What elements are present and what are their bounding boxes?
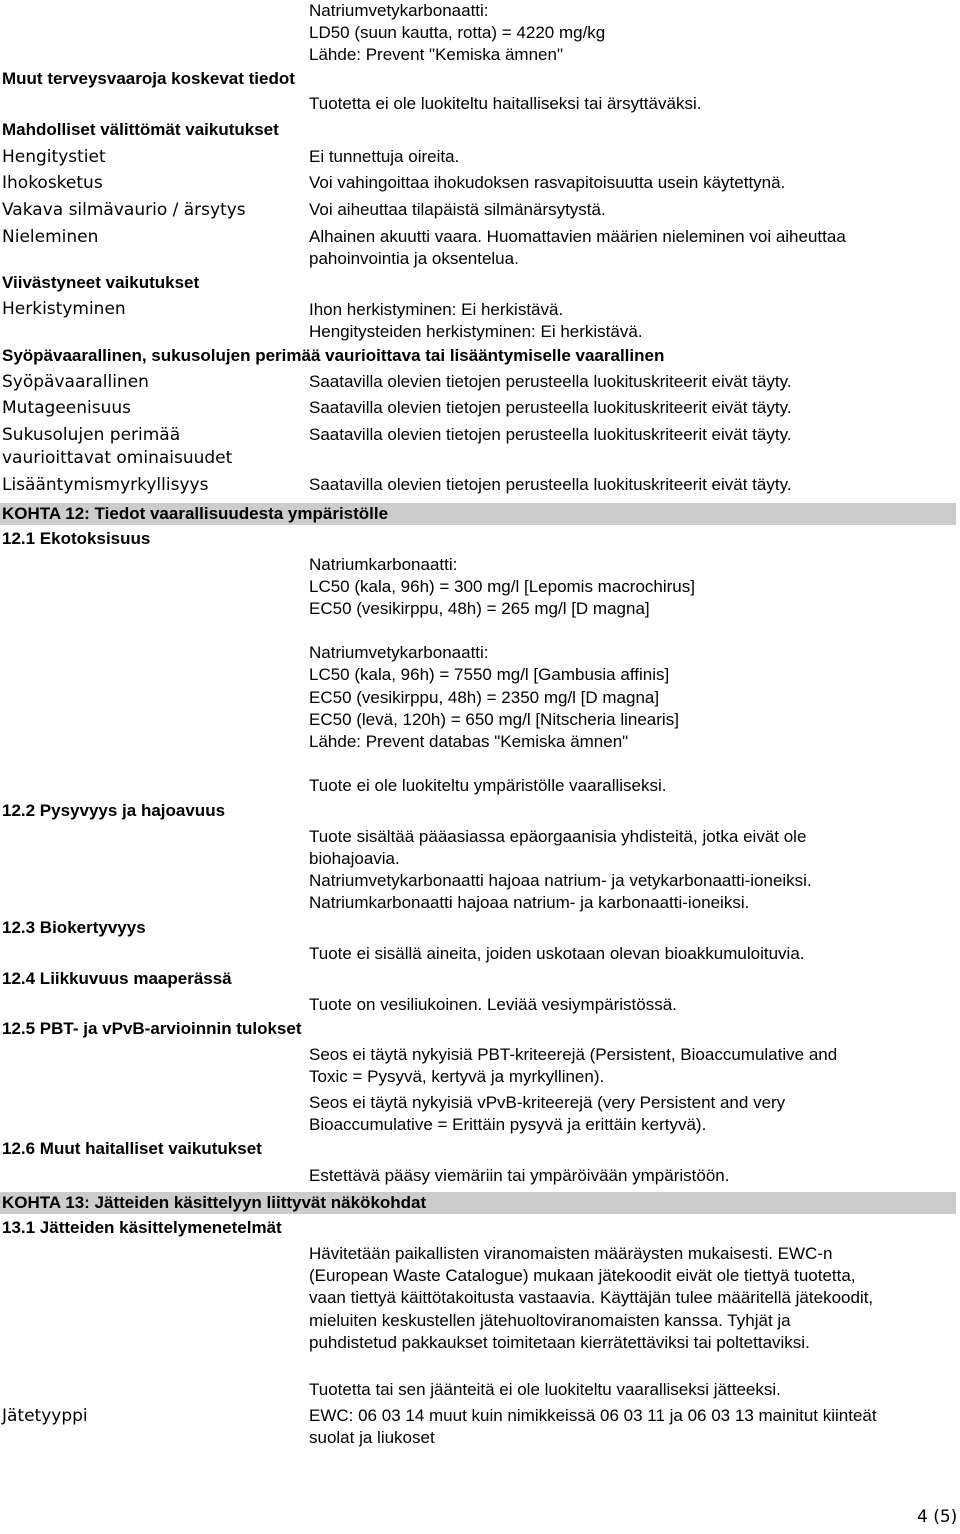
row-value-ingestion: Alhainen akuutti vaara. Huomattavien määrien nieleminen voi aiheuttaa [309,227,846,246]
sensitisation-line-2: Hengitysteiden herkistyminen: Ei herkistävä. [309,322,643,341]
methods-line-4: mieluiten keskustellen jätehuoltoviranomaisten kanssa. Tyhjät ja [309,1311,791,1330]
row-label-sensitisation: Herkistyminen [2,299,126,319]
eco-block2-line-4: EC50 (levä, 120h) = 650 mg/l [Nitscheria linearis] [309,710,679,729]
eco-block1-line-1: Natriumkarbonaatti: [309,555,458,574]
page-number: 4 (5) [917,1507,958,1527]
pbt-line-2: Toxic = Pysyvä, kertyvä ja myrkyllinen). [309,1067,605,1086]
row-value-skin: Voi vahingoittaa ihokudoksen rasvapitoisuutta usein käytettynä. [309,173,786,192]
eco-block2-line-1: Natriumvetykarbonaatti: [309,643,489,662]
immediate-effects-heading: Mahdolliset välittömät vaikutukset [2,120,279,139]
row-label-carcinogenicity: Syöpävaarallinen [2,372,149,392]
row-label-germ-cell-2: vaurioittavat ominaisuudet [2,448,233,468]
waste-type-line-2: suolat ja liukoset [309,1428,435,1447]
section-13-bar [0,1192,956,1214]
pbt-line-1: Seos ei täytä nykyisiä PBT-kriteerejä (Persistent, Bioaccumulative and [309,1045,838,1064]
row-label-waste-type: Jätetyyppi [2,1406,88,1426]
top-line-1: Natriumvetykarbonaatti: [309,1,489,20]
persistence-line-4: Natriumkarbonaatti hajoaa natrium- ja karbonaatti-ioneiksi. [309,893,750,912]
eco-heading: 12.1 Ekotoksisuus [2,529,151,548]
pbt-line-3: Seos ei täytä nykyisiä vPvB-kriteerejä (very Persistent and very [309,1093,786,1112]
methods-line-1: Hävitetään paikallisten viranomaisten määräysten mukaisesti. EWC-n [309,1244,833,1263]
row-value-germ-cell: Saatavilla olevien tietojen perusteella luokituskriteerit eivät täyty. [309,425,792,444]
row-label-respiratory: Hengitystiet [2,147,106,167]
eco-block1-line-3: EC50 (vesikirppu, 48h) = 265 mg/l [D magna] [309,599,650,618]
top-line-3: Lähde: Prevent "Kemiska ämnen" [309,45,563,64]
row-label-skin: Ihokosketus [2,173,103,193]
row-value-mutagenicity: Saatavilla olevien tietojen perusteella luokituskriteerit eivät täyty. [309,398,792,417]
waste-type-line-1: EWC: 06 03 14 muut kuin nimikkeissä 06 03 11 ja 06 03 13 mainitut kiinteät [309,1406,877,1425]
eco-block2-line-3: EC50 (vesikirppu, 48h) = 2350 mg/l [D magna] [309,688,660,707]
methods-line-2: (European Waste Catalogue) mukaan jätekoodit eivät ole tiettyä tuotetta, [309,1266,856,1285]
row-label-germ-cell: Sukusolujen perimää [2,425,181,445]
row-value-reproductive: Saatavilla olevien tietojen perusteella luokituskriteerit eivät täyty. [309,475,792,494]
persistence-line-1: Tuote sisältää pääasiassa epäorgaanisia yhdisteitä, jotka eivät ole [309,827,807,846]
methods-line-5: puhdistetud pakkaukset toimitetaan kierrätettäviksi tai poltettaviksi. [309,1333,810,1352]
row-value-respiratory: Ei tunnettuja oireita. [309,147,460,166]
row-label-ingestion: Nieleminen [2,227,99,247]
methods-note: Tuotetta tai sen jäänteitä ei ole luokiteltu vaaralliseksi jätteeksi. [309,1380,781,1399]
other-health-heading: Muut terveysvaaroja koskevat tiedot [2,69,295,88]
persistence-heading: 12.2 Pysyvyys ja hajoavuus [2,801,226,820]
row-label-eye: Vakava silmävaurio / ärsytys [2,200,246,220]
sensitisation-line-1: Ihon herkistyminen: Ei herkistävä. [309,300,564,319]
row-label-mutagenicity: Mutageenisuus [2,398,131,418]
eco-block2-line-5: Lähde: Prevent databas "Kemiska ämnen" [309,732,629,751]
persistence-line-3: Natriumvetykarbonaatti hajoaa natrium- ja vetykarbonaatti-ioneiksi. [309,871,812,890]
section-12-heading: KOHTA 12: Tiedot vaarallisuudesta ympäristölle [2,504,389,523]
other-effects-value: Estettävä pääsy viemäriin tai ympäröivään ympäristöön. [309,1166,730,1185]
persistence-line-2: biohajoavia. [309,849,400,868]
top-line-2: LD50 (suun kautta, rotta) = 4220 mg/kg [309,23,606,42]
row-value-carcinogenicity: Saatavilla olevien tietojen perusteella luokituskriteerit eivät täyty. [309,372,792,391]
cmr-heading: Syöpävaarallinen, sukusolujen perimää vaurioittava tai lisääntymiselle vaarallinen [2,346,665,365]
delayed-effects-heading: Viivästyneet vaikutukset [2,273,200,292]
bio-value: Tuote ei sisällä aineita, joiden uskotaan olevan bioakkumuloituvia. [309,944,805,963]
methods-heading: 13.1 Jätteiden käsittelymenetelmät [2,1218,282,1237]
eco-block1-line-2: LC50 (kala, 96h) = 300 mg/l [Lepomis macrochirus] [309,577,695,596]
row-value-ingestion-2: pahoinvointia ja oksentelua. [309,249,519,268]
bio-heading: 12.3 Biokertyvyys [2,918,146,937]
row-value-eye: Voi aiheuttaa tilapäistä silmänärsytystä. [309,200,606,219]
other-effects-heading: 12.6 Muut haitalliset vaikutukset [2,1139,262,1158]
eco-block2-line-2: LC50 (kala, 96h) = 7550 mg/l [Gambusia affinis] [309,665,670,684]
pbt-line-4: Bioaccumulative = Erittäin pysyvä ja erittäin kertyvä). [309,1115,707,1134]
section-12-bar [0,503,956,525]
other-health-value: Tuotetta ei ole luokiteltu haitalliseksi tai ärsyttäväksi. [309,94,702,113]
methods-line-3: vaan tiettyä käittötakoitusta vastaavia. Käyttäjän tulee määritellä jätekoodit, [309,1288,874,1307]
eco-note: Tuote ei ole luokiteltu ympäristölle vaaralliseksi. [309,776,667,795]
mobility-value: Tuote on vesiliukoinen. Leviää vesiympäristössä. [309,995,677,1014]
row-label-reproductive: Lisääntymismyrkyllisyys [2,475,209,495]
section-13-heading: KOHTA 13: Jätteiden käsittelyyn liittyvät näkökohdat [2,1193,427,1212]
mobility-heading: 12.4 Liikkuvuus maaperässä [2,969,232,988]
pbt-heading: 12.5 PBT- ja vPvB-arvioinnin tulokset [2,1019,302,1038]
